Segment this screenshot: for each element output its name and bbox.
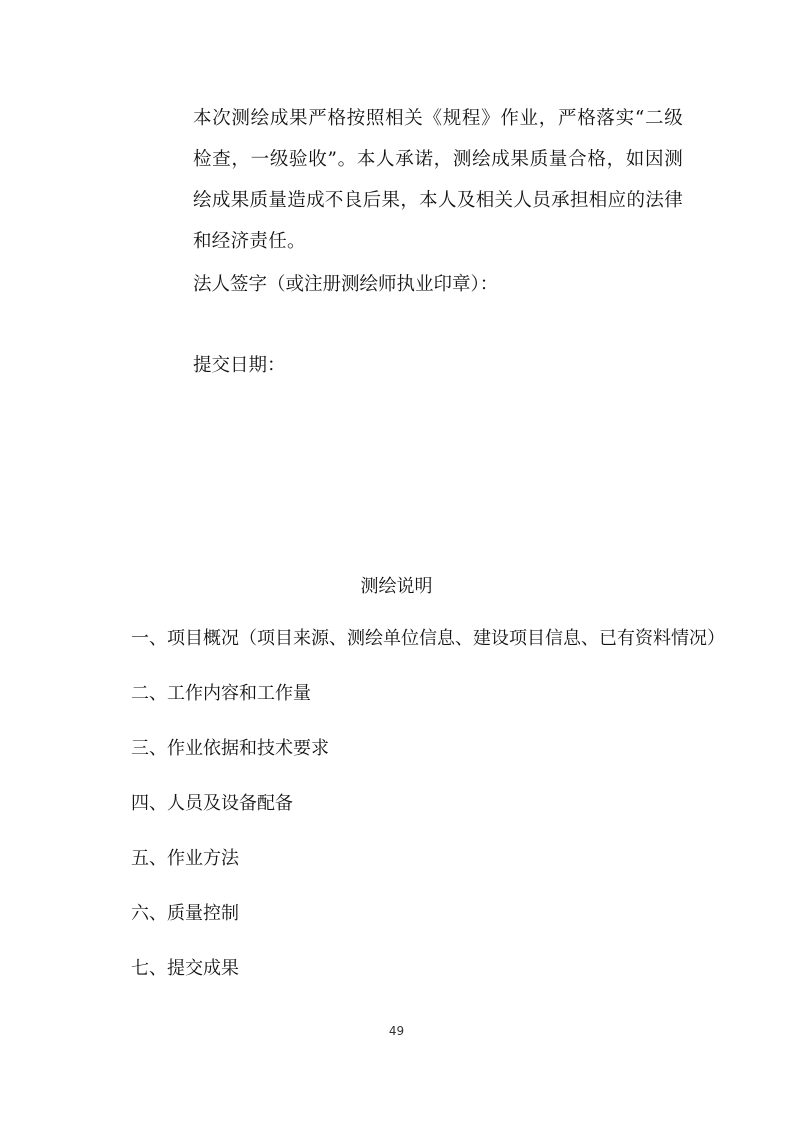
submission-date-label: 提交日期： [193, 355, 286, 376]
declaration-paragraph: 本次测绘成果严格按照相关《规程》作业，严格落实“二级检查，一级验收”。本人承诺，测绘成果质量合格，如因测绘成果质量造成不良后果，本人及相关人员承担相应的法律和经济责任。 [193, 108, 683, 252]
page-number: 49 [388, 1024, 405, 1038]
section-outline-list [131, 627, 731, 1012]
outline-item-work-content: 二、工作内容和工作量 [131, 683, 311, 704]
outline-item-personnel-equipment: 四、人员及设备配备 [131, 793, 293, 814]
outline-item-methods: 五、作业方法 [131, 848, 239, 869]
outline-item-deliverables: 七、提交成果 [131, 958, 239, 979]
outline-item-project-overview: 一、项目概况（项目来源、测绘单位信息、建设项目信息、已有资料情况） [131, 628, 725, 649]
outline-item-quality-control: 六、质量控制 [131, 903, 239, 924]
signature-label: 法人签字（或注册测绘师执业印章）： [193, 274, 499, 295]
outline-item-technical-basis: 三、作业依据和技术要求 [131, 738, 329, 759]
section-title: 测绘说明 [360, 576, 433, 597]
